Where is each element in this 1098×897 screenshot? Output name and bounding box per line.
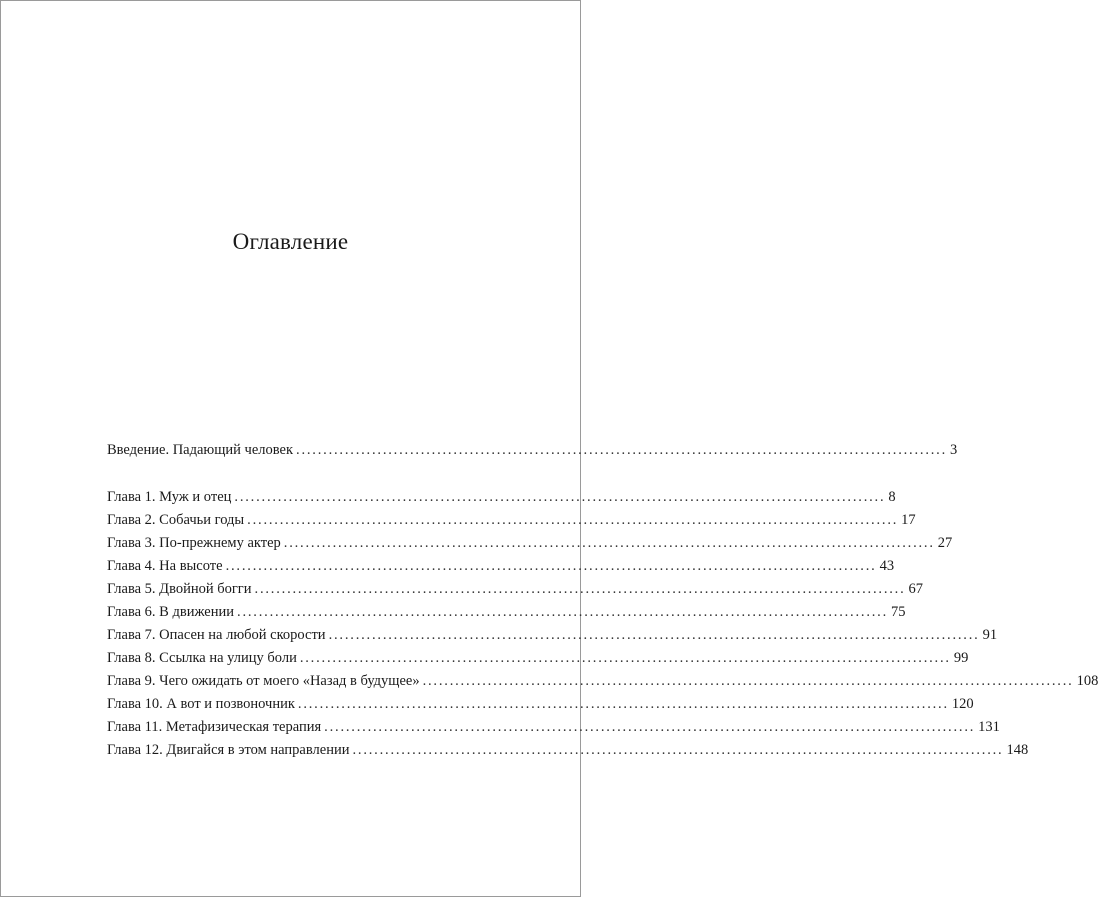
toc-intro-section	[107, 442, 958, 465]
toc-entry-label: Глава 2. Собачьи годы	[107, 512, 245, 528]
toc-entry-page: 108	[1076, 673, 1098, 689]
toc-entry-label: Глава 4. На высоте	[107, 558, 223, 574]
toc-entry-label: Глава 1. Муж и отец	[107, 489, 232, 505]
toc-entry-chapter-4	[107, 558, 895, 581]
toc-entry-label: Глава 7. Опасен на любой скорости	[107, 627, 326, 643]
toc-entry-chapter-11	[107, 719, 1000, 742]
toc-entry-chapter-3	[107, 535, 953, 558]
toc-entry-chapter-10	[107, 696, 974, 719]
toc-entry-page: 120	[951, 696, 974, 712]
toc-entry-label: Глава 8. Ссылка на улицу боли	[107, 650, 297, 666]
toc-entry-label: Глава 5. Двойной богги	[107, 581, 252, 597]
toc-entry-page: 99	[953, 650, 969, 666]
leader-dots: ........................................................................................................................	[299, 650, 951, 666]
leader-dots: ........................................................................................................................	[297, 696, 949, 712]
toc-entry-intro	[107, 442, 958, 465]
toc-entry-label: Введение. Падающий человек	[107, 442, 294, 458]
leader-dots: ........................................................................................................................	[324, 719, 976, 735]
toc-entry-page: 8	[888, 489, 896, 505]
leader-dots: ........................................................................................................................	[422, 673, 1074, 689]
toc-entry-label: Глава 10. А вот и позвоночник	[107, 696, 295, 712]
leader-dots: ........................................................................................................................	[296, 442, 948, 458]
toc-entry-chapter-5	[107, 581, 924, 604]
toc-entry-chapter-1	[107, 489, 896, 512]
toc-title: Оглавление	[232, 229, 349, 254]
toc-entry-page: 131	[978, 719, 1000, 735]
toc-entry-chapter-8	[107, 650, 969, 673]
toc-entry-chapter-7	[107, 627, 998, 650]
leader-dots: ........................................................................................................................	[254, 581, 906, 597]
toc-entry-page: 67	[908, 581, 924, 597]
leader-dots: ........................................................................................................................	[352, 742, 1004, 758]
toc-entry-page: 3	[950, 442, 958, 458]
toc-entry-page: 148	[1006, 742, 1029, 758]
toc-entry-page: 75	[891, 604, 906, 620]
toc-entry-label: Глава 3. По-прежнему актер	[107, 535, 281, 551]
toc-entry-page: 27	[937, 535, 953, 551]
toc-chapters-list	[107, 489, 1098, 765]
toc-entry-page: 91	[982, 627, 998, 643]
toc-entry-chapter-2	[107, 512, 916, 535]
toc-entry-chapter-9	[107, 673, 1098, 696]
leader-dots: ........................................................................................................................	[234, 489, 886, 505]
toc-entry-chapter-6	[107, 604, 906, 627]
toc-entry-page: 17	[901, 512, 916, 528]
leader-dots: ........................................................................................................................	[237, 604, 889, 620]
toc-entry-chapter-12	[107, 742, 1029, 765]
leader-dots: ........................................................................................................................	[225, 558, 877, 574]
toc-entry-label: Глава 6. В движении	[107, 604, 235, 620]
leader-dots: ........................................................................................................................	[283, 535, 935, 551]
leader-dots: ........................................................................................................................	[328, 627, 980, 643]
toc-entry-label: Глава 11. Метафизическая терапия	[107, 719, 322, 735]
leader-dots: ........................................................................................................................	[247, 512, 899, 528]
toc-entry-label: Глава 9. Чего ожидать от моего «Назад в будущее»	[107, 673, 420, 689]
toc-entry-page: 43	[879, 558, 895, 574]
toc-entry-label: Глава 12. Двигайся в этом направлении	[107, 742, 350, 758]
